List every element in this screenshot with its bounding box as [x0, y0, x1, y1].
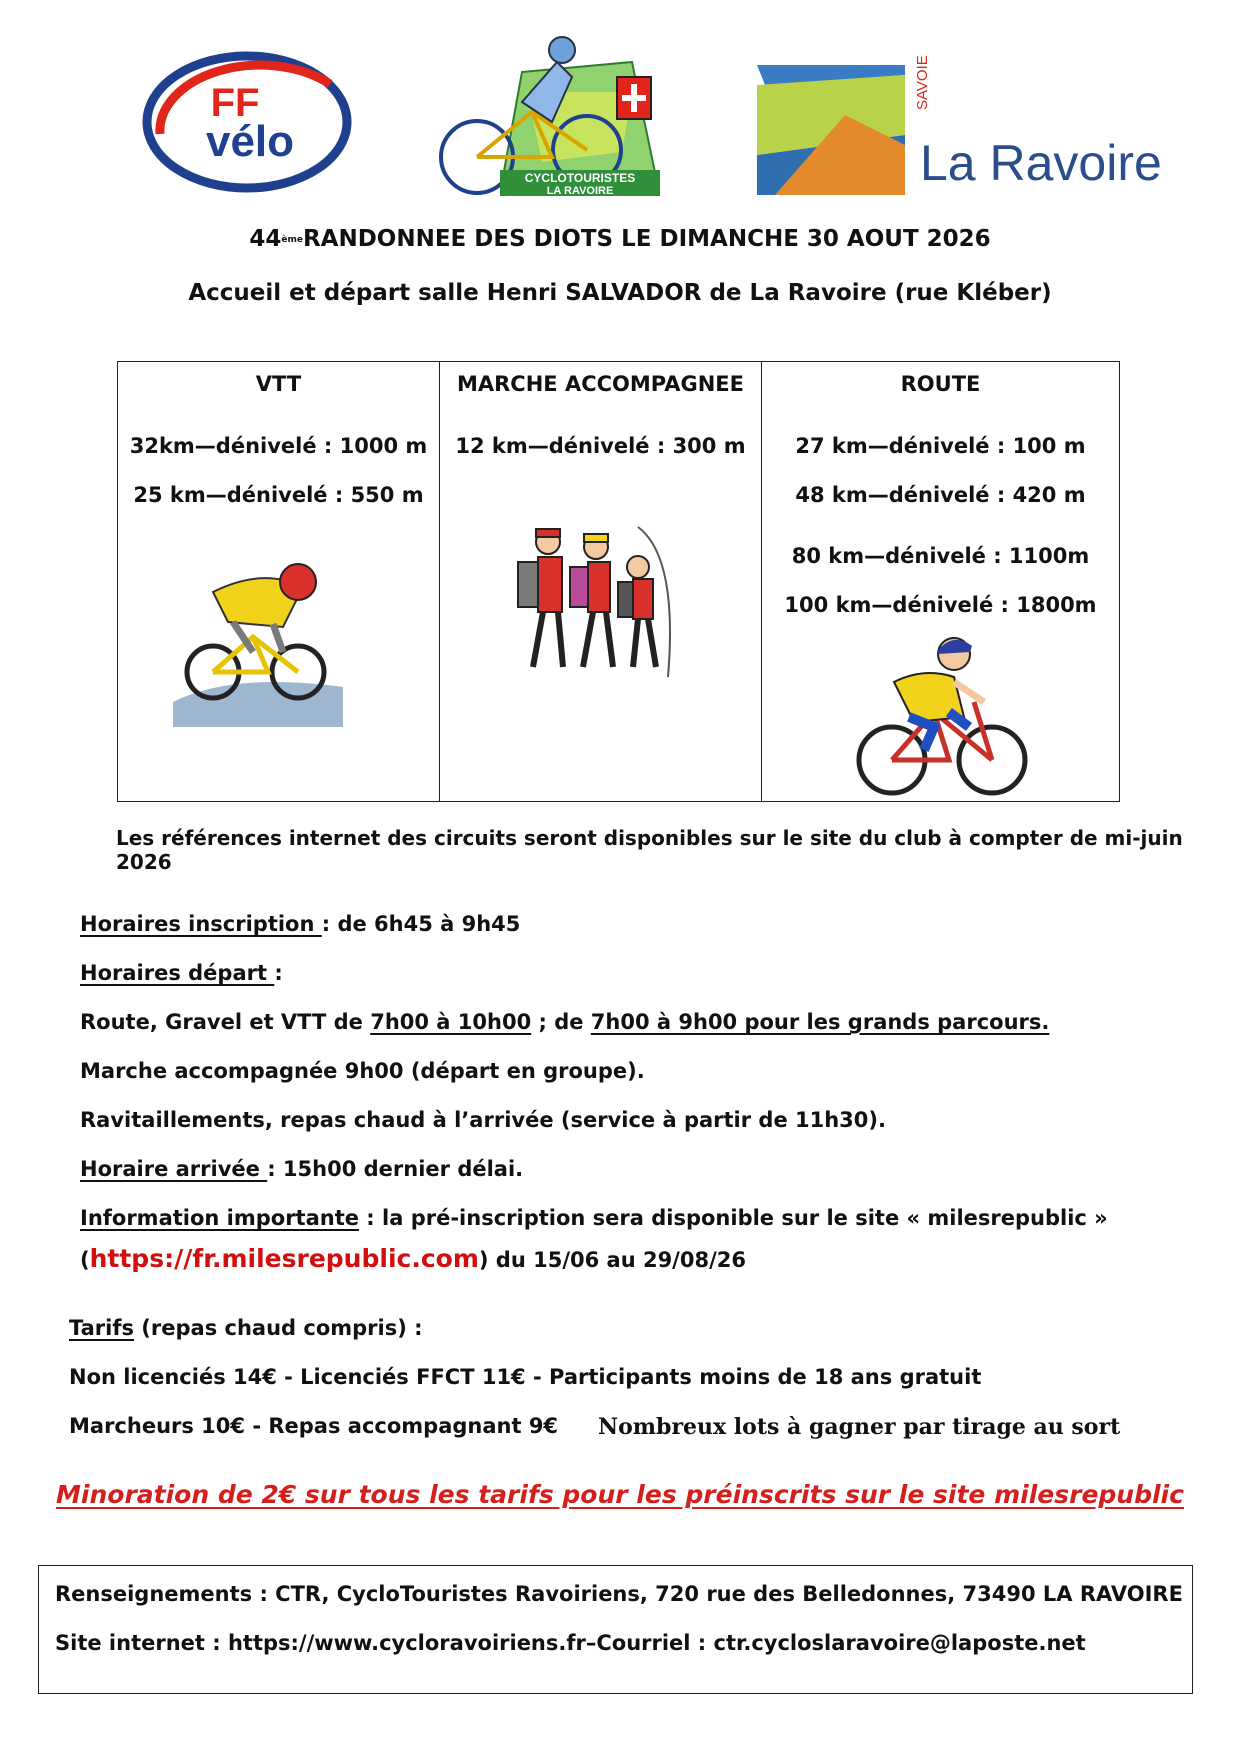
preinscription-link-line: (https://fr.milesrepublic.com) du 15/06 au 29/08/26	[80, 1244, 746, 1273]
marche-heading: MARCHE ACCOMPAGNEE	[456, 372, 744, 396]
lots-line: Nombreux lots à gagner par tirage au sort	[598, 1414, 1121, 1440]
pricing-line-1: Non licenciés 14€ - Licenciés FFCT 11€ - Participants moins de 18 ans gratuit	[69, 1365, 982, 1389]
svg-text:FF: FF	[210, 81, 260, 125]
route-times-line: Route, Gravel et VTT de 7h00 à 10h00 ; de 7h00 à 9h00 pour les grands parcours.	[80, 1010, 1050, 1034]
vtt-route-1: 32km—dénivelé : 1000 m	[129, 434, 428, 458]
la-ravoire-logo	[755, 55, 1162, 205]
routes-table	[117, 361, 1120, 802]
vtt-column	[118, 362, 440, 801]
route-route-1: 27 km—dénivelé : 100 m	[795, 434, 1086, 458]
svg-text:LA RAVOIRE: LA RAVOIRE	[546, 185, 614, 197]
road-cyclist-illustration	[854, 632, 1029, 800]
milesrepublic-link[interactable]: https://fr.milesrepublic.com	[89, 1244, 479, 1273]
vtt-route-2: 25 km—dénivelé : 550 m	[133, 483, 424, 507]
club-logo	[432, 32, 672, 204]
svg-text:La Ravoire: La Ravoire	[920, 135, 1162, 191]
promo-banner: Minoration de 2€ sur tous les tarifs pour les préinscrits sur le site milesrepublic	[56, 1480, 1184, 1509]
marche-column	[440, 362, 762, 801]
arrivee-line: Horaire arrivée : 15h00 dernier délai.	[80, 1157, 524, 1181]
route-route-4: 100 km—dénivelé : 1800m	[784, 593, 1097, 617]
depart-line: Horaires départ :	[80, 961, 283, 985]
event-title: 44èmeRANDONNEE DES DIOTS LE DIMANCHE 30 AOUT 2026	[249, 226, 991, 252]
vtt-heading: VTT	[255, 372, 302, 396]
inscription-line: Horaires inscription : de 6h45 à 9h45	[80, 912, 521, 936]
svg-text:SAVOIE: SAVOIE	[914, 55, 931, 110]
route-column	[762, 362, 1119, 801]
ffvelo-logo	[140, 44, 355, 194]
ravitaillement-line: Ravitaillements, repas chaud à l’arrivée (service à partir de 11h30).	[80, 1108, 886, 1132]
event-subtitle: Accueil et départ salle Henri SALVADOR de La Ravoire (rue Kléber)	[188, 280, 1052, 306]
hikers-illustration	[508, 517, 688, 682]
route-route-2: 48 km—dénivelé : 420 m	[795, 483, 1086, 507]
contact-address: Renseignements : CTR, CycloTouristes Ravoiriens, 720 rue des Belledonnes, 73490 LA RAVOIRE	[55, 1582, 1183, 1606]
svg-text:vélo: vélo	[205, 117, 295, 166]
marche-time-line: Marche accompagnée 9h00 (départ en groupe).	[80, 1059, 645, 1083]
contact-box	[38, 1565, 1193, 1694]
svg-text:CYCLOTOURISTES: CYCLOTOURISTES	[524, 171, 636, 185]
route-route-3: 80 km—dénivelé : 1100m	[791, 544, 1090, 568]
pricing-line-2: Marcheurs 10€ - Repas accompagnant 9€	[69, 1414, 559, 1438]
important-info-line: Information importante : la pré-inscription sera disponible sur le site « milesrepublic »	[80, 1206, 1108, 1230]
mountain-bike-illustration	[173, 552, 343, 727]
circuits-notice: Les références internet des circuits seront disponibles sur le site du club à compter de mi-juin 2026	[116, 826, 1183, 874]
contact-web-email: Site internet : https://www.cycloravoiriens.fr–Courriel : ctr.cycloslaravoire@laposte.net	[55, 1631, 1086, 1655]
pricing-heading: Tarifs (repas chaud compris) :	[69, 1316, 423, 1340]
marche-route-1: 12 km—dénivelé : 300 m	[455, 434, 746, 458]
route-heading: ROUTE	[900, 372, 981, 396]
